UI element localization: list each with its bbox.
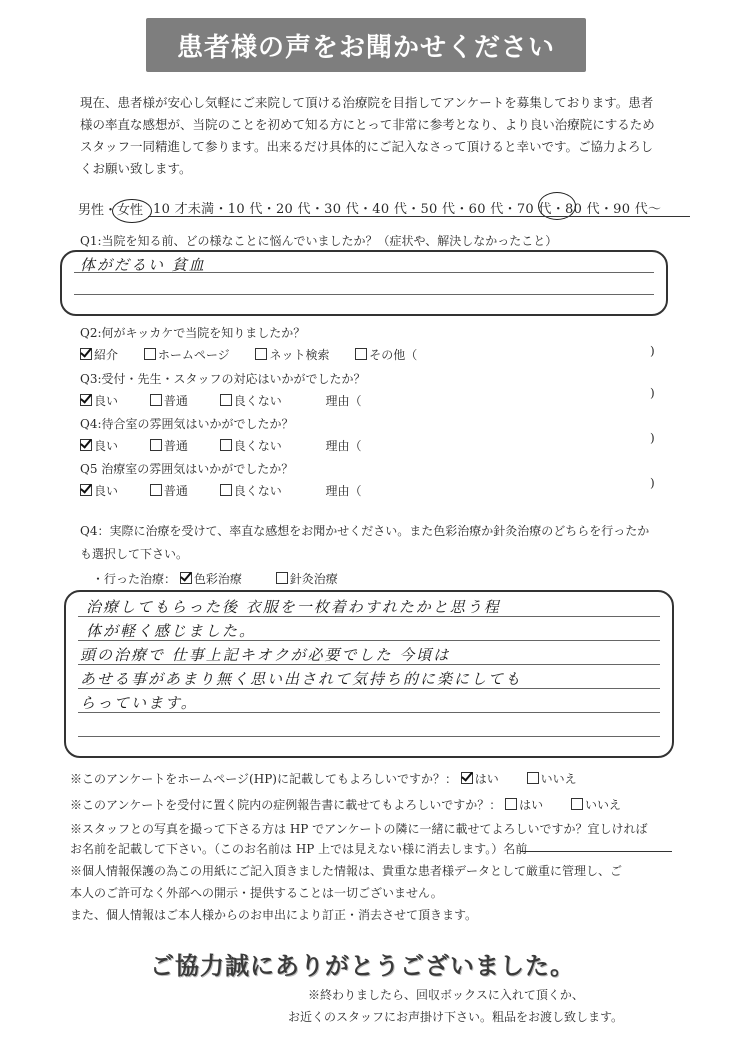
q1-answer: 体がだるい 貧血 (80, 256, 206, 274)
checkbox-checked[interactable] (80, 348, 92, 360)
checkbox-checked[interactable] (80, 484, 92, 496)
q4b-answer-line: あせる事があまり無く思い出されて気持ち的に楽にしても (80, 670, 523, 688)
footer-line2: お近くのスタッフにお声掛け下さい。粗品をお渡し致します。 (288, 1010, 624, 1024)
q5-option[interactable] (220, 484, 282, 498)
q4b-answer-box[interactable] (64, 590, 674, 758)
consent-report-question: ※このアンケートを受付に置く院内の症例報告書に載せてもよろしいですか？： (70, 798, 502, 812)
intro-line: スタッフ一同精進して参ります。出来るだけ具体的にご記入なさって頂けると幸いです。ご協力よろし (80, 139, 654, 154)
option-label: いいえ (584, 798, 621, 812)
treatment-option[interactable] (180, 572, 242, 586)
checkbox-checked[interactable] (80, 394, 92, 406)
checkbox-checked[interactable] (180, 572, 192, 584)
q2-option[interactable] (80, 348, 118, 362)
treatment-selector (92, 570, 338, 587)
ruled-line (78, 736, 660, 737)
option-label: 普通 (163, 484, 188, 498)
q4a-options (80, 437, 362, 454)
checkbox[interactable] (220, 484, 232, 496)
gender-field[interactable] (78, 199, 143, 218)
age-options[interactable]: 10 才未満・10 代・20 代・30 代・40 代・50 代・60 代・70 代・80 代・90 代～ (153, 202, 662, 217)
q5-option[interactable] (150, 484, 188, 498)
option-label: 針灸治療 (289, 572, 338, 586)
intro-line: 様の率直な感想が、当院のことを初めて知る方にとって非常に参考となり、より良い治療院にするため (80, 117, 655, 132)
option-label: 良い (94, 484, 119, 498)
q4b-answer-line: 体が軽く感じました。 (86, 622, 257, 640)
checkbox[interactable] (505, 798, 517, 810)
q4b-answer-line: 治療してもらった後 衣服を一枚着わすれたかと思う程 (86, 598, 501, 616)
q2-option[interactable] (144, 348, 230, 362)
option-label: 普通 (163, 394, 188, 408)
privacy-line1: ※個人情報保護の為この用紙にご記入頂きました情報は、貴重な患者様データとして厳重に管理し、ご (70, 864, 623, 878)
checkbox[interactable] (220, 439, 232, 451)
selected-circle (112, 199, 152, 223)
q5-close-paren: ) (650, 476, 655, 490)
consent-hp-question: ※このアンケートをホームページ(HP)に記載してもよろしいですか？： (70, 772, 457, 786)
q5-options (80, 482, 362, 499)
option-label: ホームページ (157, 348, 230, 362)
option-label: 良くない (233, 484, 282, 498)
q4b-question-line2: も選択して下さい。 (80, 547, 189, 561)
q2-option[interactable] (255, 348, 329, 362)
q4b-question-line1: Q4：実際に治療を受けて、率直な感想をお聞かせください。また色彩治療か針灸治療のどちらを行ったか (80, 524, 650, 538)
checkbox[interactable] (150, 394, 162, 406)
gender-male[interactable]: 男性 (78, 203, 105, 218)
consent-report-no[interactable] (571, 798, 621, 812)
option-label: はい (519, 798, 544, 812)
option-label: はい (474, 772, 499, 786)
option-label: 普通 (163, 439, 188, 453)
age-underline (148, 216, 690, 217)
privacy-line2: 本人のご許可なく外部への開示・提供することは一切ございません。 (70, 886, 443, 900)
q3-question: Q3:受付・先生・スタッフの対応はいかがでしたか？ (80, 372, 366, 386)
consent-photo-line1: ※スタッフとの写真を撮って下さる方は HP でアンケートの隣に一緒に載せてよろしいですか？宜しければ (70, 822, 648, 836)
q4a-option[interactable] (80, 439, 118, 453)
q2-option[interactable] (355, 348, 417, 362)
q3-options (80, 392, 362, 409)
q3-reason-label: 理由（ (325, 394, 362, 408)
checkbox[interactable] (150, 484, 162, 496)
consent-hp-yes[interactable] (461, 772, 499, 786)
gender-female-label: 女性 (117, 203, 144, 218)
intro-line: くお願い致します。 (80, 161, 192, 176)
checkbox[interactable] (527, 772, 539, 784)
consent-hp (70, 770, 577, 787)
checkbox[interactable] (150, 439, 162, 451)
q4a-option[interactable] (150, 439, 188, 453)
gender-separator: ・ (104, 203, 118, 218)
q4a-close-paren: ) (650, 431, 655, 445)
checkbox-checked[interactable] (461, 772, 473, 784)
page-title: 患者様の声をお聞かせください (146, 18, 586, 72)
q4a-reason-label: 理由（ (325, 439, 362, 453)
consent-report (70, 796, 621, 813)
thanks-message: ご協力誠にありがとうございました。 (150, 952, 575, 980)
q5-option[interactable] (80, 484, 118, 498)
option-label: ネット検索 (269, 348, 330, 362)
q4b-answer-line: 頭の治療で 仕事上記キオクが必要でした 今頃は (80, 646, 451, 664)
consent-photo-line2: お名前を記載して下さい。（このお名前は HP 上では見えない様に消去します。）名前 (70, 842, 528, 856)
intro-line: 現在、患者様が安心し気軽にご来院して頂ける治療院を目指してアンケートを募集しております。患者 (80, 95, 654, 110)
q2-options (80, 346, 417, 363)
q2-question: Q2:何がキッカケで当院を知りましたか？ (80, 326, 306, 340)
q5-reason-label: 理由（ (325, 484, 362, 498)
treatment-label: ・行った治療： (92, 572, 177, 586)
q2-close-paren: ) (650, 344, 655, 358)
checkbox-checked[interactable] (80, 439, 92, 451)
option-label: 紹介 (94, 348, 119, 362)
footer-line1: ※終わりましたら、回収ボックスに入れて頂くか、 (308, 988, 584, 1002)
q3-close-paren: ) (650, 386, 655, 400)
intro-text (80, 92, 680, 180)
checkbox[interactable] (220, 394, 232, 406)
q1-question: Q1:当院を知る前、どの様なことに悩んでいましたか？（症状や、解決しなかったこと） (80, 234, 558, 248)
q1-answer-box[interactable] (60, 250, 668, 316)
checkbox[interactable] (276, 572, 288, 584)
q3-option[interactable] (150, 394, 188, 408)
q3-option[interactable] (80, 394, 118, 408)
q5-question: Q5 治療室の雰囲気はいかがでしたか？ (80, 462, 294, 476)
option-label: その他（ (369, 348, 418, 362)
option-label: 良い (94, 439, 119, 453)
checkbox[interactable] (144, 348, 156, 360)
gender-female[interactable] (117, 203, 143, 218)
privacy-line3: また、個人情報はご本人様からのお申出により訂正・消去させて頂きます。 (70, 908, 478, 922)
consent-hp-no[interactable] (527, 772, 577, 786)
checkbox[interactable] (255, 348, 267, 360)
checkbox[interactable] (571, 798, 583, 810)
q3-option[interactable] (220, 394, 282, 408)
option-label: 良くない (233, 394, 282, 408)
option-label: 色彩治療 (193, 572, 242, 586)
treatment-option[interactable] (276, 572, 338, 586)
option-label: 良くない (233, 439, 282, 453)
option-label: いいえ (540, 772, 577, 786)
name-input-line[interactable] (520, 851, 672, 852)
checkbox[interactable] (355, 348, 367, 360)
q4b-answer-line: らっています。 (80, 694, 198, 712)
q4a-question: Q4:待合室の雰囲気はいかがでしたか？ (80, 417, 294, 431)
consent-report-yes[interactable] (505, 798, 543, 812)
ruled-line (74, 294, 654, 295)
q4a-option[interactable] (220, 439, 282, 453)
option-label: 良い (94, 394, 119, 408)
